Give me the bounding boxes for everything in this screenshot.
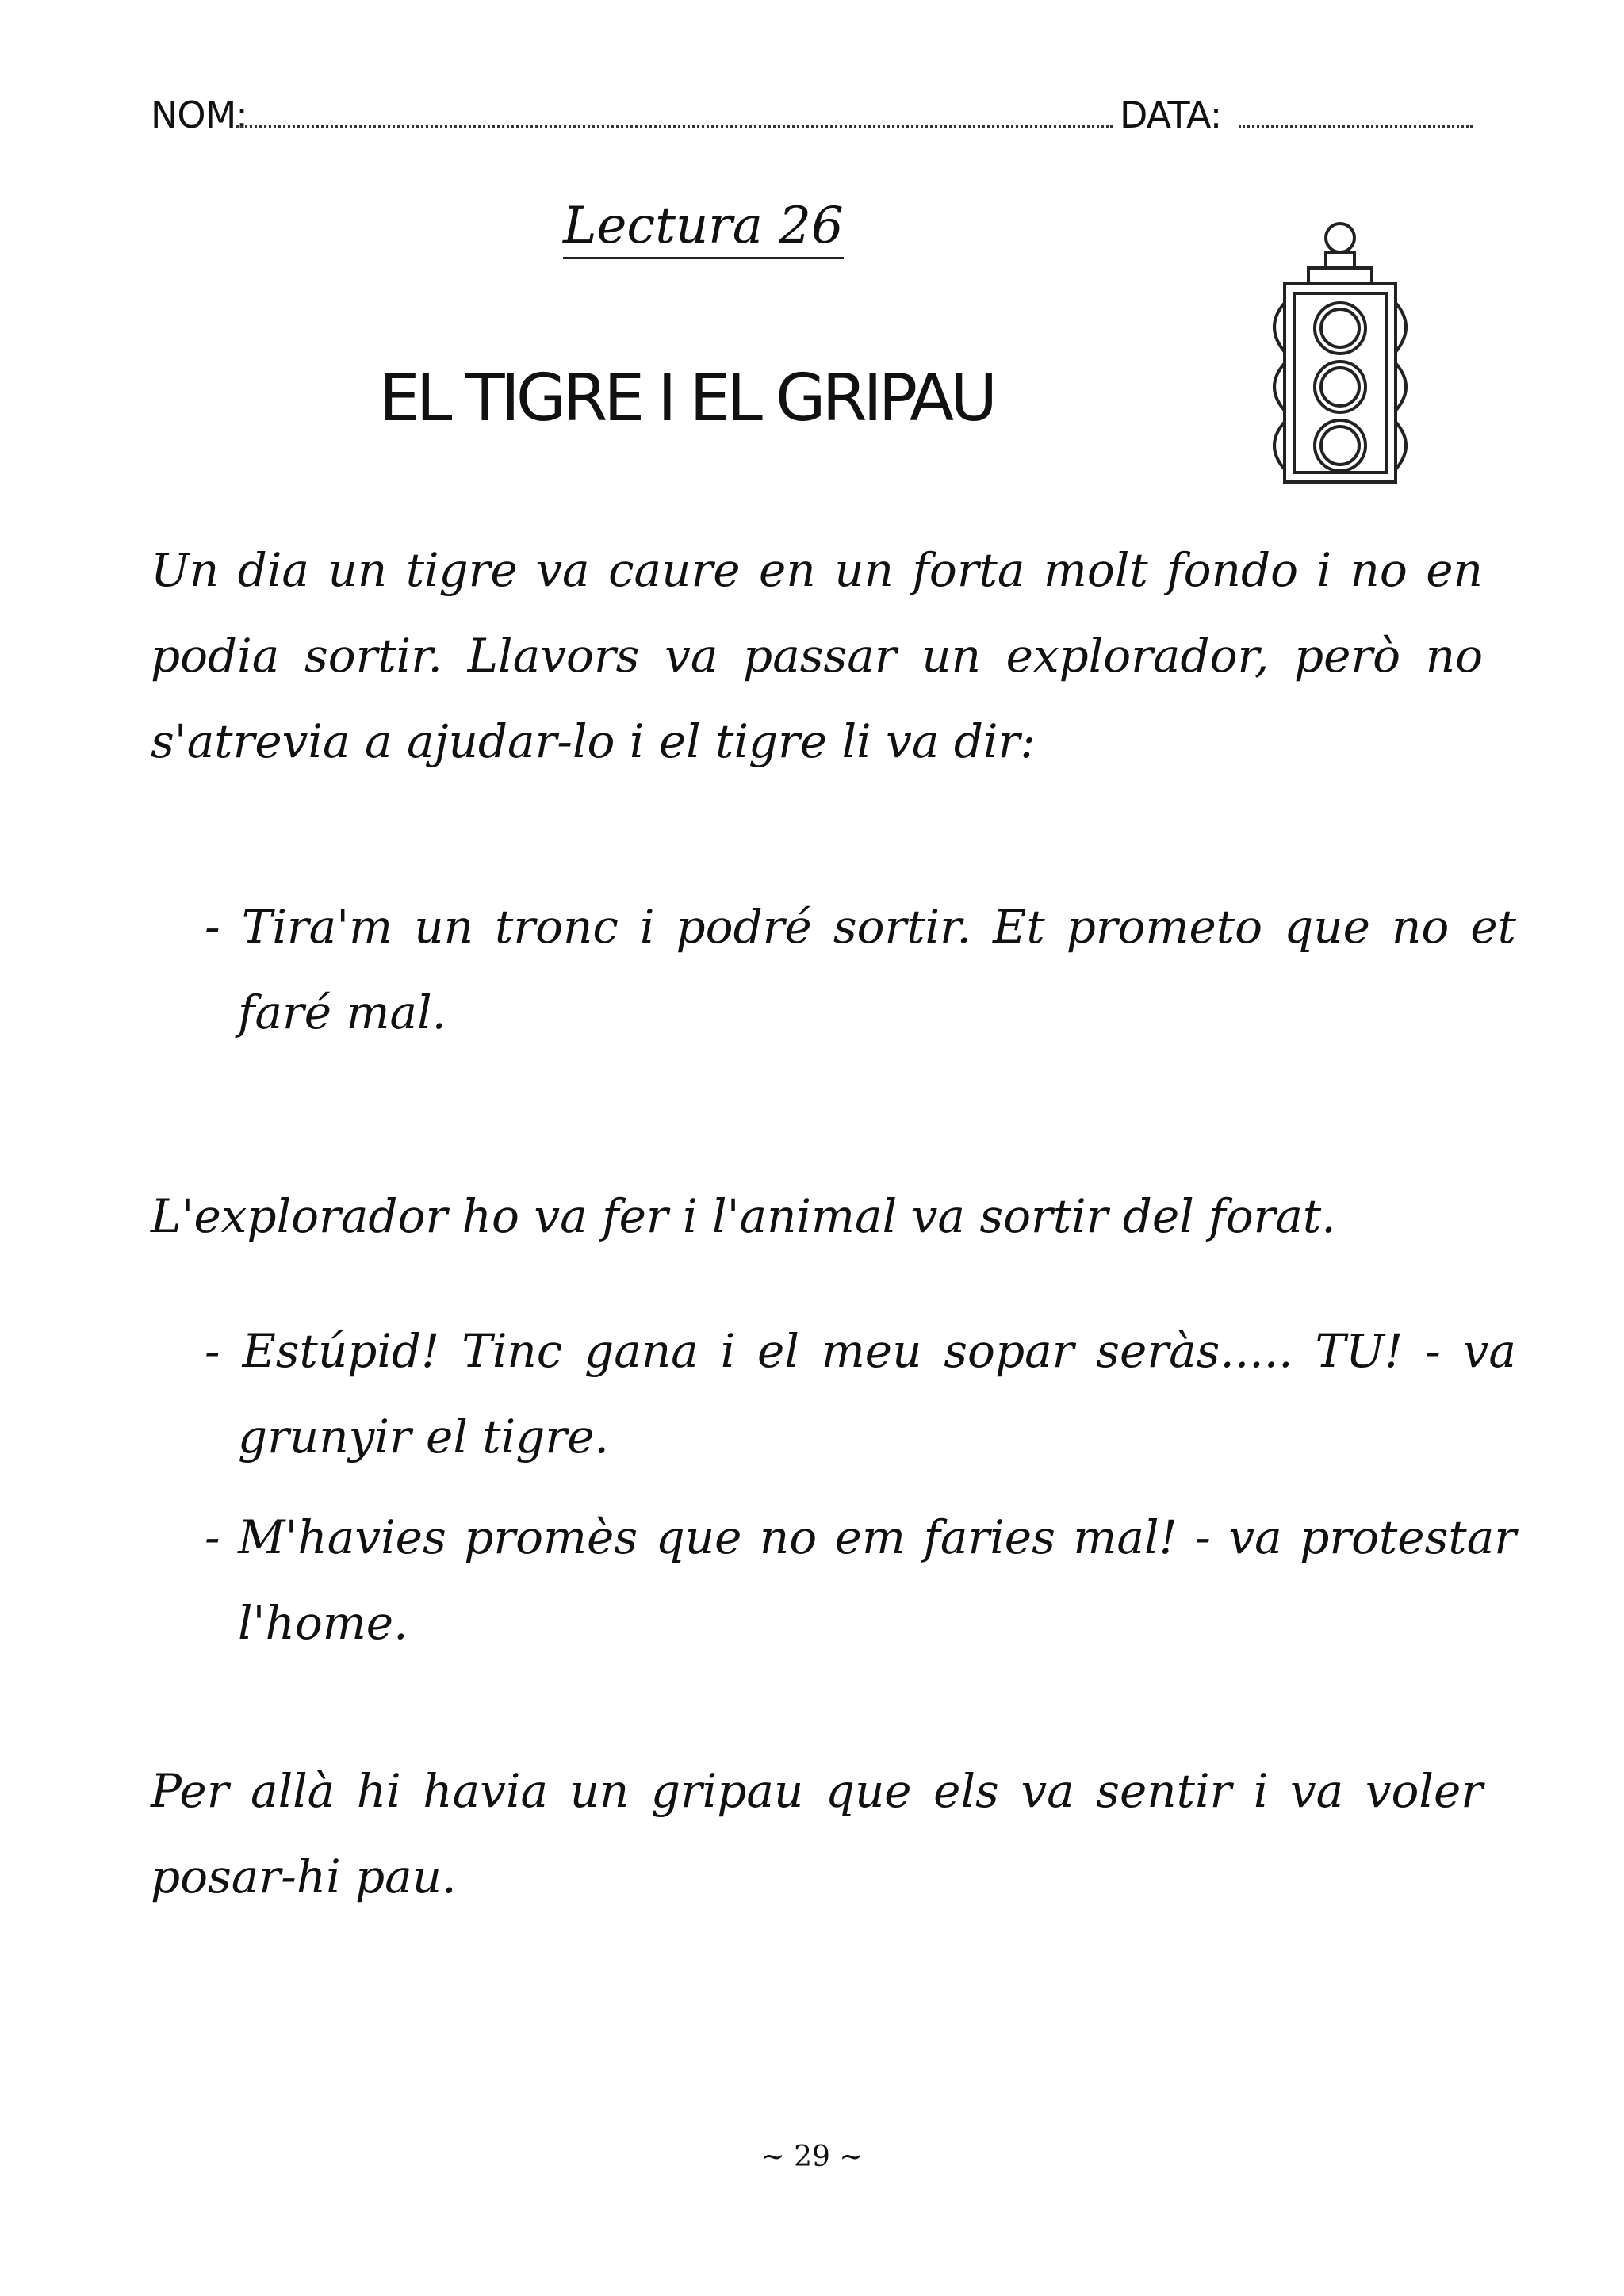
date-label: DATA:	[1120, 94, 1222, 136]
story-title: EL TIGRE I EL GRIPAU	[379, 361, 994, 436]
name-label: NOM:	[151, 94, 247, 136]
story-paragraph-2: L'explorador ho va fer i l'animal va sortir del forat.	[151, 1189, 1336, 1243]
story-paragraph-1: Un dia un tigre va caure en un forta molt fondo i no en podia sortir. Llavors va passar un explorador, però no s'atrevia a ajudar-lo i el tigre li va dir:	[151, 543, 1483, 768]
story-dialog-3: - M'havies promès que no em faries mal! - va protestar l'home.	[205, 1510, 1516, 1650]
story-dialog-2: - Estúpid! Tinc gana i el meu sopar seràs..... TU! - va grunyir el tigre.	[205, 1324, 1516, 1464]
story-dialog-1: - Tira'm un tronc i podré sortir. Et prometo que no et faré mal.	[205, 900, 1516, 1039]
reading-number-title: Lectura 26	[563, 198, 844, 259]
name-date-header	[151, 94, 1340, 141]
name-blank-line	[236, 125, 1113, 128]
traffic-light-icon	[1261, 216, 1419, 493]
date-blank-line	[1239, 125, 1473, 128]
page-number: ~ 29 ~	[760, 2141, 864, 2173]
story-paragraph-3: Per allà hi havia un gripau que els va sentir i va voler posar-hi pau.	[151, 1764, 1483, 1904]
